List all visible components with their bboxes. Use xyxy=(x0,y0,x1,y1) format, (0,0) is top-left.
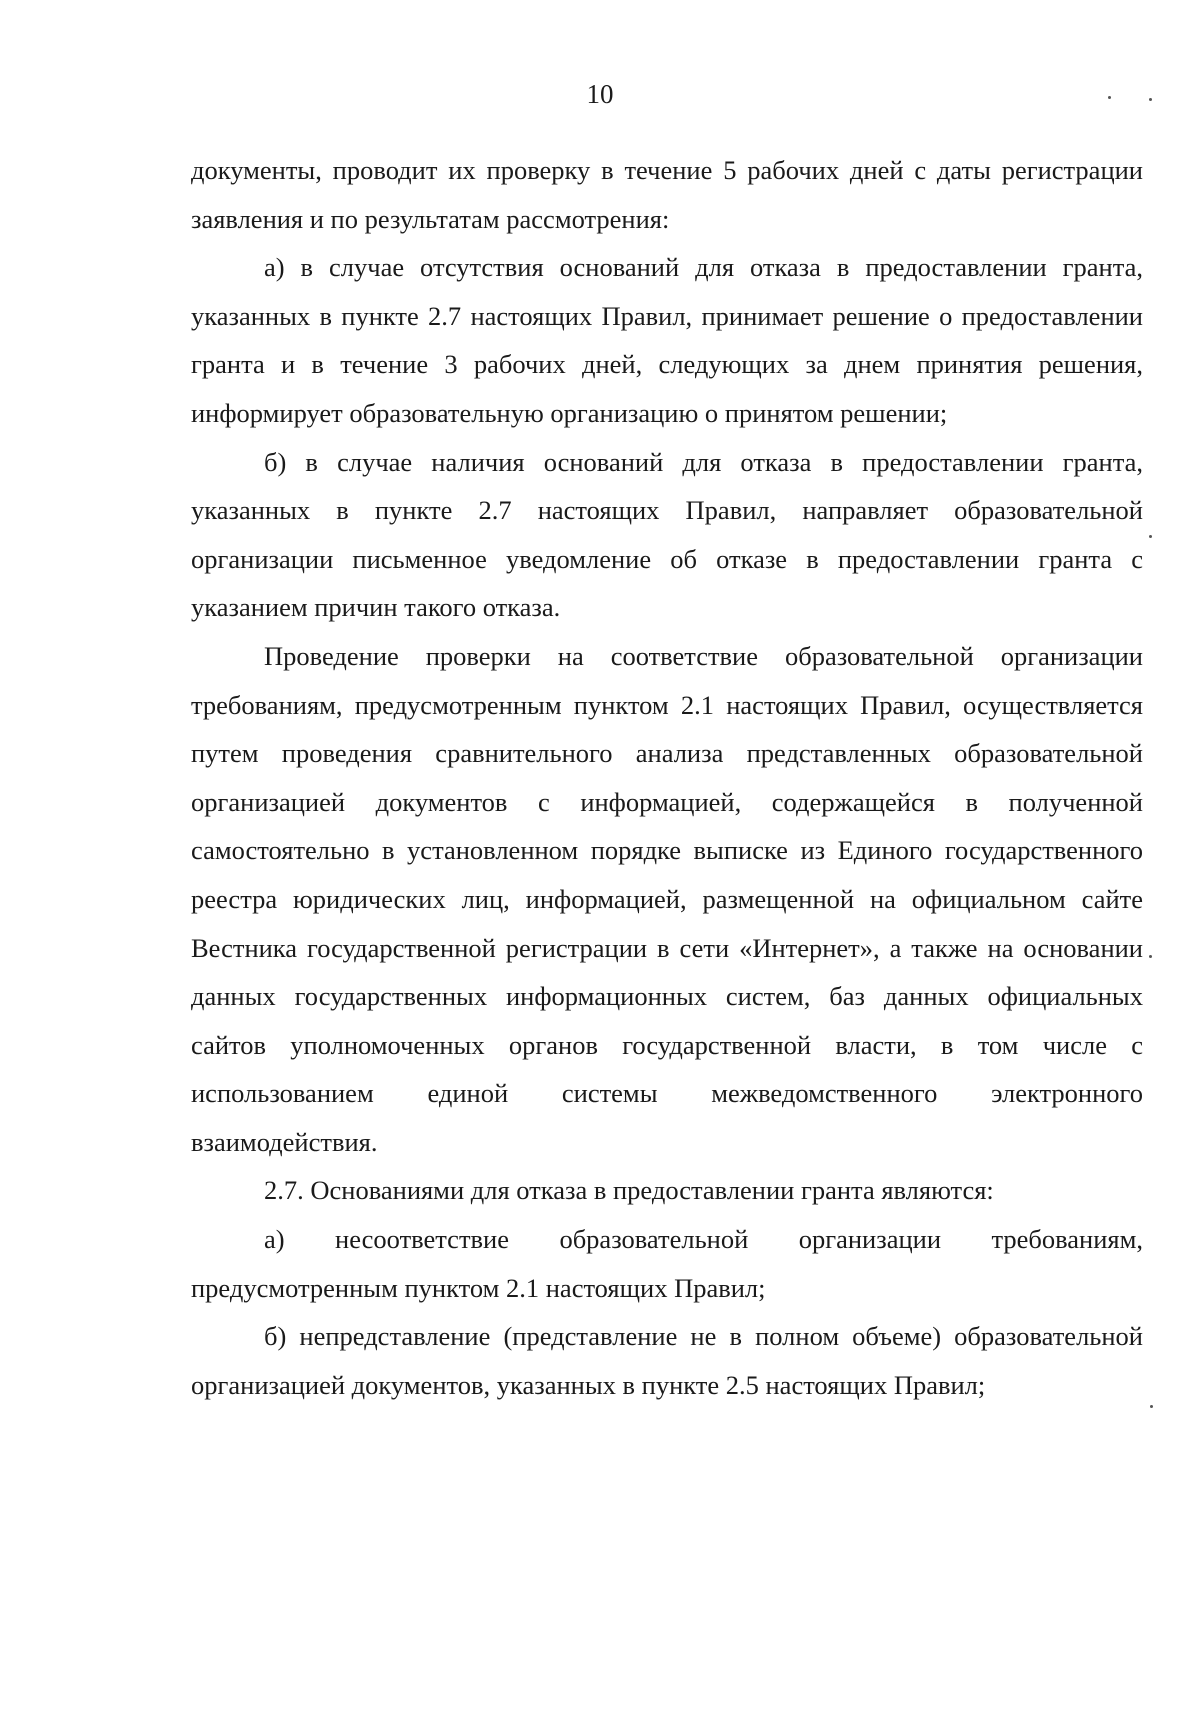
scan-speck xyxy=(1149,98,1152,101)
document-body xyxy=(191,146,1143,1409)
scan-speck xyxy=(1149,535,1152,538)
paragraph-item-a: а) в случае отсутствия оснований для отказа в предоставлении гранта, указанных в пункте 2.7 настоящих Правил, принимает решение о предоставлении гранта и в течение 3 рабочих дней, следующих за днем принятия решения, информирует образовательную организацию о принятом решении; xyxy=(191,252,1143,428)
section-heading-2-7: 2.7. Основаниями для отказа в предоставлении гранта являются: xyxy=(264,1175,994,1206)
paragraph-verification: Проведение проверки на соответствие образовательной организации требованиям, предусмотренным пунктом 2.1 настоящих Правил, осуществляется путем проведения сравнительного анализа представленных образовательной организацией документов с информацией, содержащейся в полученной самостоятельно в установленном порядке выписке из Единого государственного реестра юридических лиц, информацией, размещенной на официальном сайте Вестника государственной регистрации в сети «Интернет», а также на основании данных государственных информационных систем, баз данных официальных сайтов уполномоченных органов государственной власти, в том числе с использованием единой системы межведомственного электронного взаимодействия. xyxy=(191,640,1143,1157)
scan-speck xyxy=(1150,1405,1153,1408)
paragraph-item-b: б) в случае наличия оснований для отказа в предоставлении гранта, указанных в пункте 2.7 настоящих Правил, направляет образовательной организации письменное уведомление об отказе в предоставлении гранта с указанием причин такого отказа. xyxy=(191,446,1143,623)
paragraph-refusal-a: а) несоответствие образовательной организации требованиям, предусмотренным пунктом 2.1 настоящих Правил; xyxy=(191,1224,1143,1303)
paragraph-refusal-b: б) непредставление (представление не в полном объеме) образовательной организацией документов, указанных в пункте 2.5 настоящих Правил; xyxy=(191,1321,1143,1400)
paragraph-continuation: документы, проводит их проверку в течение 5 рабочих дней с даты регистрации заявления и по результатам рассмотрения: xyxy=(191,155,1143,234)
page-number: 10 xyxy=(586,79,614,109)
scan-speck xyxy=(1149,955,1152,958)
scan-speck xyxy=(1108,96,1111,99)
